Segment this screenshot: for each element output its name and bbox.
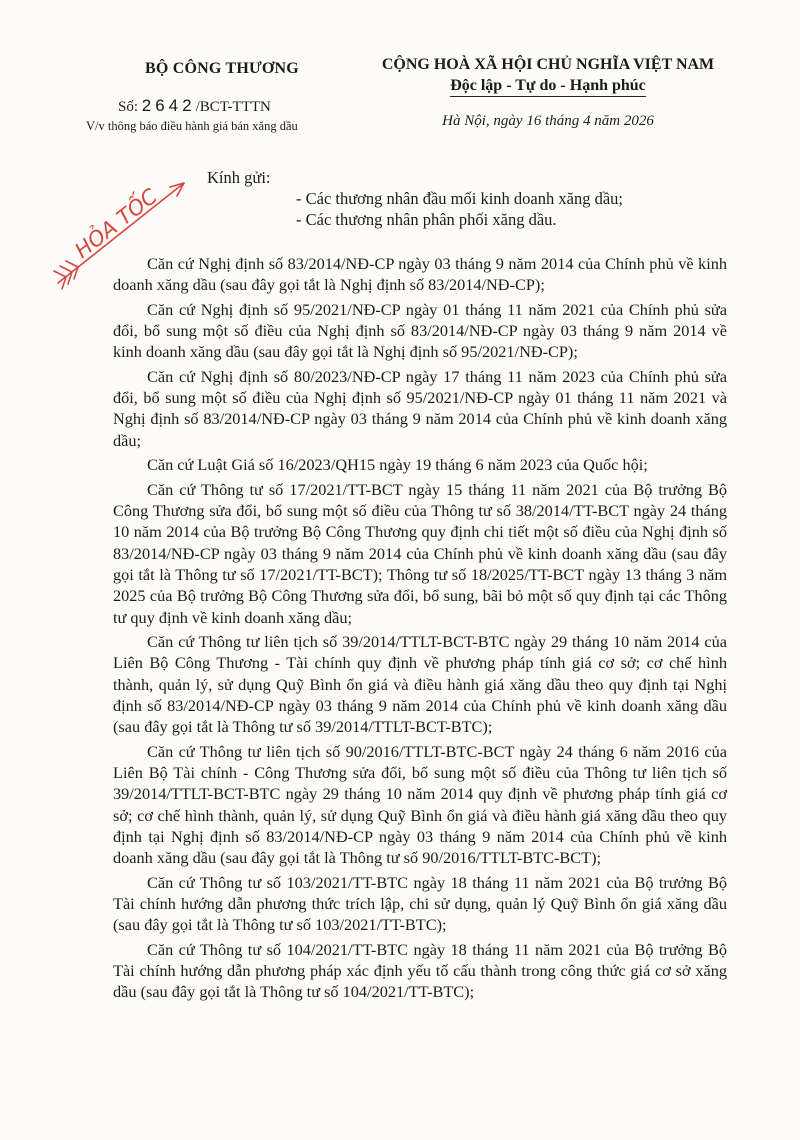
dateline: Hà Nội, ngày 16 tháng 4 năm 2026	[442, 113, 654, 129]
document-body	[113, 253, 727, 1006]
body-paragraph: Căn cứ Thông tư số 17/2021/TT-BCT ngày 15 tháng 11 năm 2021 của Bộ trưởng Bộ Công Thương sửa đổi, bổ sung một số điều của Thông tư số 38/2014/TT-BCT ngày 24 tháng 10 năm 2014 của Bộ trưởng Bộ Công Thương quy định chi tiết một số điều của Nghị định số 83/2014/NĐ-CP ngày 03 tháng 9 năm 2014 của Chính phủ về kinh doanh xăng dầu (sau đây gọi tắt là Thông tư số 17/2021/TT-BCT); Thông tư số 18/2025/TT-BCT ngày 13 tháng 3 năm 2025 của Bộ trưởng Bộ Công Thương sửa đổi, bổ sung, bãi bỏ một số quy định tại các Thông tư quy định về kinh doanh xăng dầu;	[113, 479, 727, 627]
body-paragraph: Căn cứ Nghị định số 95/2021/NĐ-CP ngày 01 tháng 11 năm 2021 của Chính phủ sửa đổi, bổ sung một số điều của Nghị định số 83/2014/NĐ-CP ngày 03 tháng 9 năm 2014 về kinh doanh xăng dầu (sau đây gọi tắt là Nghị định số 95/2021/NĐ-CP);	[113, 299, 727, 362]
national-motto: Độc lập - Tự do - Hạnh phúc	[450, 77, 646, 97]
header-left	[72, 60, 372, 134]
body-paragraph: Căn cứ Thông tư số 103/2021/TT-BTC ngày 18 tháng 11 năm 2021 của Bộ trưởng Bộ Tài chính hướng dẫn phương thức trích lập, chi sử dụng, quản lý Quỹ Bình ổn giá xăng dầu (sau đây gọi tắt là Thông tư số 103/2021/TT-BTC);	[113, 872, 727, 935]
body-paragraph: Căn cứ Luật Giá số 16/2023/QH15 ngày 19 tháng 6 năm 2023 của Quốc hội;	[147, 455, 648, 475]
doc-number-prefix: Số:	[118, 99, 139, 115]
body-paragraph: Căn cứ Nghị định số 83/2014/NĐ-CP ngày 03 tháng 9 năm 2014 của Chính phủ về kinh doanh xăng dầu (sau đây gọi tắt là Nghị định số 83/2014/NĐ-CP);	[113, 254, 727, 295]
recipient-item: - Các thương nhân phân phối xăng dầu.	[296, 210, 557, 229]
body-paragraph: Căn cứ Nghị định số 80/2023/NĐ-CP ngày 17 tháng 11 năm 2023 của Chính phủ sửa đổi, bổ sung một số điều của Nghị định số 95/2021/NĐ-CP ngày 01 tháng 11 năm 2021 và Nghị định số 83/2014/NĐ-CP ngày 03 tháng 9 năm 2014 của Chính phủ về kinh doanh xăng dầu;	[113, 366, 727, 450]
national-title: CỘNG HOÀ XÃ HỘI CHỦ NGHĨA VIỆT NAM	[381, 56, 715, 73]
body-paragraph: Căn cứ Thông tư liên tịch số 90/2016/TTLT-BTC-BCT ngày 24 tháng 6 năm 2016 của Liên Bộ Tài chính - Công Thương sửa đổi, bổ sung một số điều của Thông tư liên tịch số 39/2014/TTLT-BCT-BTC ngày 29 tháng 10 năm 2014 quy định về phương pháp tính giá cơ sở; cơ chế hình thành, quản lý, sử dụng Quỹ Bình ổn giá và điều hành giá xăng dầu theo quy định tại Nghị định số 83/2014/NĐ-CP ngày 03 tháng 9 năm 2014 của Chính phủ về kinh doanh xăng dầu (sau đây gọi tắt là Thông tư số 90/2016/TTLT-BTC-BCT);	[113, 741, 727, 868]
recipients	[296, 188, 623, 230]
urgent-stamp-text: HỎA TỐC	[70, 184, 162, 263]
doc-number-value: 2642	[141, 96, 196, 115]
recipient-item: - Các thương nhân đầu mối kinh doanh xăng dầu;	[296, 189, 623, 208]
body-paragraph: Căn cứ Thông tư liên tịch số 39/2014/TTLT-BCT-BTC ngày 29 tháng 10 năm 2014 của Liên Bộ Công Thương - Tài chính quy định về phương pháp tính giá cơ sở; cơ chế hình thành, quản lý, sử dụng Quỹ Bình ổn giá và điều hành giá xăng dầu theo quy định tại Nghị định số 83/2014/NĐ-CP ngày 03 tháng 9 năm 2014 của Chính phủ về kinh doanh xăng dầu (sau đây gọi tắt là Thông tư số 39/2014/TTLT-BCT-BTC);	[113, 631, 727, 737]
body-paragraph: Căn cứ Thông tư số 104/2021/TT-BTC ngày 18 tháng 11 năm 2021 của Bộ trưởng Bộ Tài chính hướng dẫn phương pháp xác định yếu tố cấu thành trong công thức giá cơ sở xăng dầu (sau đây gọi tắt là Thông tư số 104/2021/TT-BTC);	[113, 939, 727, 1002]
doc-number-suffix: /BCT-TTTN	[195, 99, 271, 115]
greeting: Kính gửi:	[207, 168, 271, 187]
header-right	[358, 56, 738, 130]
document-subject: V/v thông báo điều hành giá bán xăng dầu	[86, 119, 298, 133]
issuing-agency: BỘ CÔNG THƯƠNG	[145, 60, 299, 77]
document-number	[72, 96, 372, 116]
